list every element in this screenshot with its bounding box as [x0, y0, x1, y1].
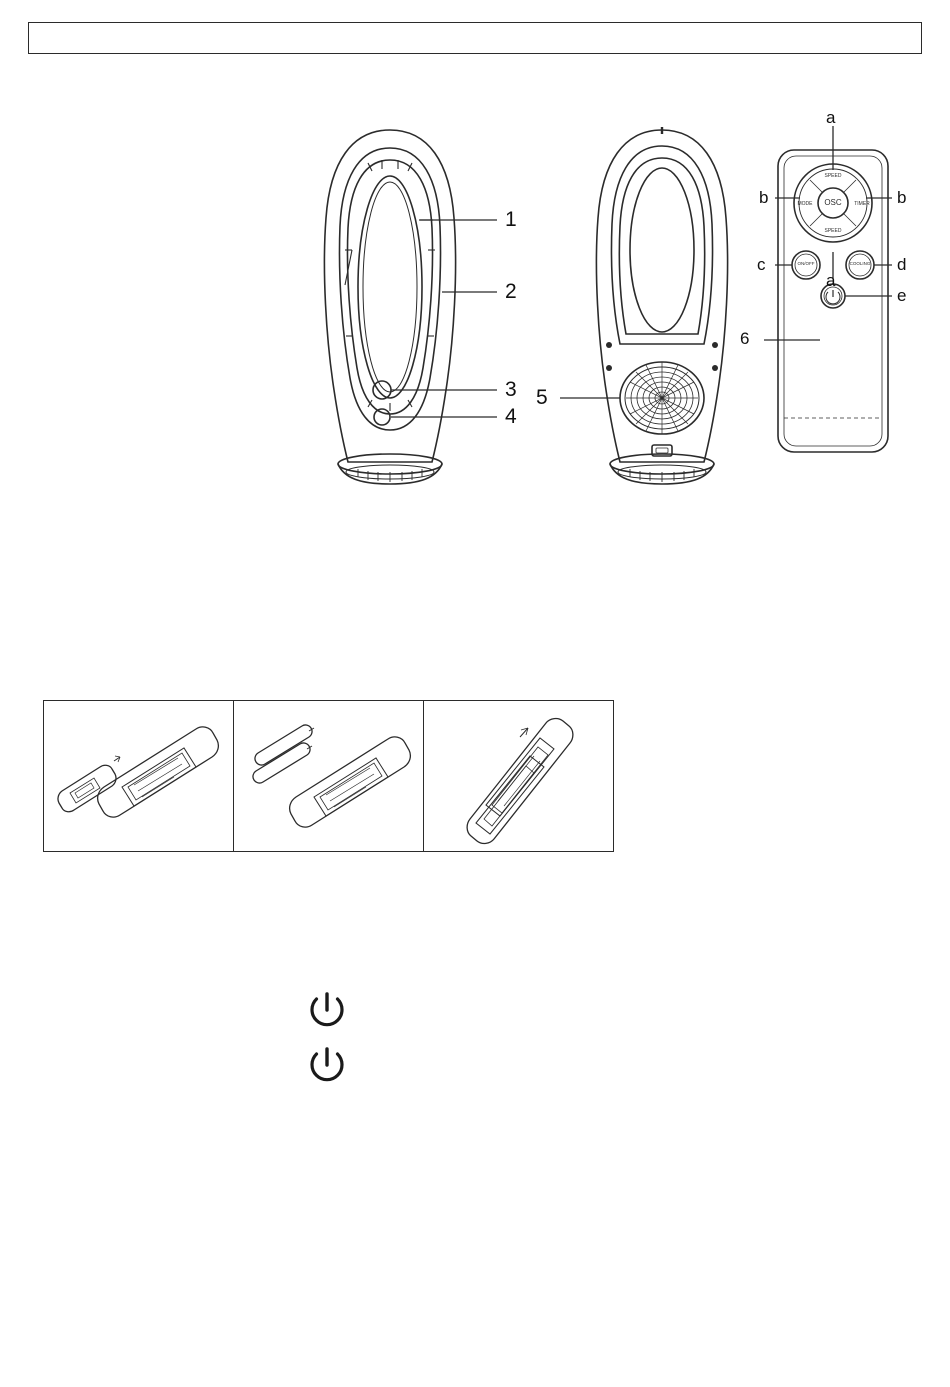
callout-2: 2	[505, 280, 517, 303]
callout-4: 4	[505, 405, 517, 428]
callout-b-right: b	[897, 188, 907, 207]
remote-onoff-label: ON/OFF	[797, 261, 815, 266]
battery-installation-figure	[43, 700, 618, 852]
fan-rear-view	[596, 127, 727, 484]
rear-air-intake-grille	[620, 362, 704, 434]
callout-3: 3	[505, 378, 517, 401]
battery-step-1-drawing	[44, 701, 233, 851]
power-icon	[304, 987, 350, 1033]
fan-front-view	[324, 130, 455, 484]
battery-step-2-panel	[233, 700, 424, 852]
remote-speed-down-label: SPEED	[824, 228, 842, 234]
remote-cooling-label: COOLING	[849, 261, 871, 266]
remote-osc-label: OSC	[824, 198, 842, 207]
remote-button-labels	[798, 173, 871, 266]
callout-1: 1	[505, 208, 517, 231]
battery-step-2-drawing	[234, 701, 423, 851]
remote-speed-up-label: SPEED	[824, 173, 842, 179]
fan-and-remote-drawing	[0, 100, 950, 500]
main-figure	[0, 100, 950, 500]
callout-e: e	[897, 286, 907, 305]
battery-step-3-drawing	[424, 701, 613, 851]
callout-5: 5	[536, 386, 548, 409]
callout-a-center: a	[826, 271, 836, 290]
front-view-leaders	[391, 220, 497, 417]
power-icon-2	[304, 1042, 350, 1088]
battery-step-3-panel	[423, 700, 614, 852]
callout-b-left: b	[759, 188, 769, 207]
remote-control	[778, 150, 888, 452]
callout-c: c	[757, 255, 766, 274]
battery-step-1-panel	[43, 700, 234, 852]
callout-6: 6	[740, 329, 750, 348]
fan-button-lower	[374, 409, 390, 425]
fan-button-upper	[373, 381, 391, 399]
callout-a-top: a	[826, 108, 836, 127]
remote-timer-label: TIMER	[854, 201, 870, 207]
remote-mode-label: MODE	[797, 201, 813, 207]
header-title-box	[28, 22, 922, 54]
callout-d: d	[897, 255, 907, 274]
